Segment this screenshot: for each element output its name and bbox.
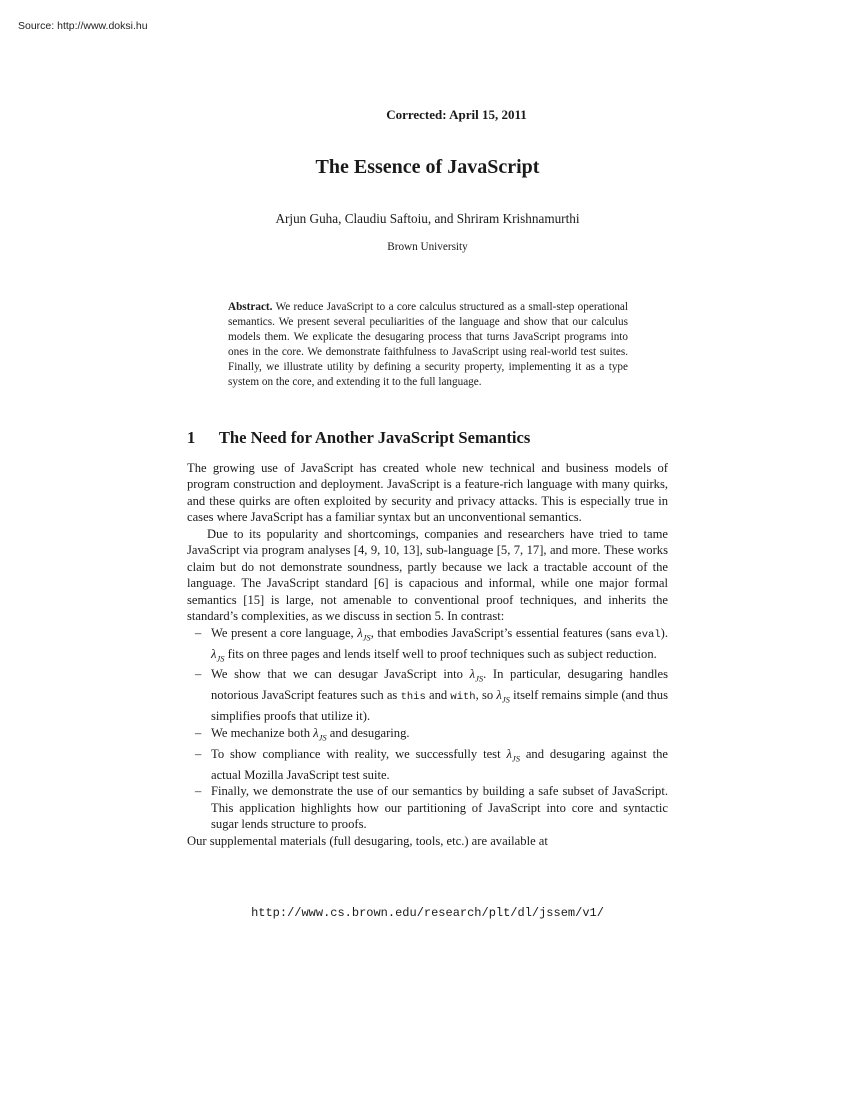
lambda-js: $\lambda_{JS}$ [211,646,225,664]
code-eval: eval [635,628,661,641]
correction-date: Corrected: April 15, 2011 [386,107,527,122]
abstract-label: Abstract. [228,301,273,313]
section-title: The Need for Another JavaScript Semantics [218,428,531,447]
lambda-js: $\lambda_{JS}$ [469,667,484,684]
affiliation: Brown University [387,241,468,253]
paragraph-1: The growing use of JavaScript has created whole new technical and business models of program construction and deployment. JavaScript is a feature-rich language with many quirks, and these quirks are often exploited by security and privacy attacks. This is especially true in cases where JavaScript has a familiar syntax but an unconventional semantics. [187,461,668,525]
paper-title: The Essence of JavaScript [315,156,540,178]
list-item: – We show that we can desugar JavaScript into $\lambda_{JS}$. In particular, desugaring handles notorious JavaScript features such as this and with, so $\lambda_{JS}$ itself remains simple (and thus simplifies proofs that utilize it). [195,667,668,724]
authors: Arjun Guha, Claudiu Saftoiu, and Shriram Krishnamurthi [275,211,580,226]
section-body [187,460,668,849]
paragraph-2: Due to its popularity and shortcomings, companies and researchers have tried to tame JavaScript via program analyses [4, 9, 10, 13], sub-language [5, 7, 17], and more. These works claim but do not demonstrate soundness, partly because we lack a tractable account of the language. The JavaScript standard [6] is capacious and informal, while one major formal semantics [15] is large, not amenable to conventional proof techniques, and inherits the standard’s complexities, as we discuss in section 5. In contrast: [187,526,668,624]
lambda-js: $\lambda_{JS}$ [357,625,371,643]
list-dash: – [195,784,202,799]
paragraph-3: Our supplemental materials (full desugaring, tools, etc.) are available at [187,833,548,848]
list-dash: – [195,625,202,640]
code-this: this [400,691,426,704]
code-with: with [450,691,476,704]
list-item: – Finally, we demonstrate the use of our semantics by building a safe subset of JavaScript. This application highlights how our partitioning of JavaScript into core and syntactic sugar lends structure to proofs. [195,784,668,832]
list-item: – To show compliance with reality, we successfully test $\lambda_{JS}$ and desugaring against the actual Mozilla JavaScript test suite. [195,746,668,782]
contribution-list [187,625,668,833]
list-item: – We mechanize both $\lambda_{JS}$ and desugaring. [195,725,410,743]
section-heading [187,428,530,448]
abstract-text: We reduce JavaScript to a core calculus structured as a small-step operational semantics. We present several peculiarities of the language and show that our calculus models them. We explicate the desugaring process that turns JavaScript programs into ones in the core. We demonstrate faithfulness to JavaScript using real-world test suites. Finally, we illustrate utility by defining a security property, implementing it as a type system on the core, and extending it to the full language. [228,301,628,389]
abstract [228,300,628,391]
supplemental-url: http://www.cs.brown.edu/research/plt/dl/jssem/v1/ [251,906,604,920]
list-item: – We present a core language, $\lambda_{JS}$, that embodies JavaScript’s essential features (sans eval). $\lambda_{JS}$ fits on three pages and lends itself well to proof techniques such as subject reduction. [195,625,668,664]
list-dash: – [195,725,202,740]
section-number: 1 [187,428,196,447]
lambda-js: $\lambda_{JS}$ [313,725,327,743]
lambda-js: $\lambda_{JS}$ [506,746,520,764]
list-dash: – [195,746,202,761]
source-note: Source: http://www.doksi.hu [18,20,148,32]
lambda-js: $\lambda_{JS}$ [496,688,510,705]
list-dash: – [195,667,202,682]
